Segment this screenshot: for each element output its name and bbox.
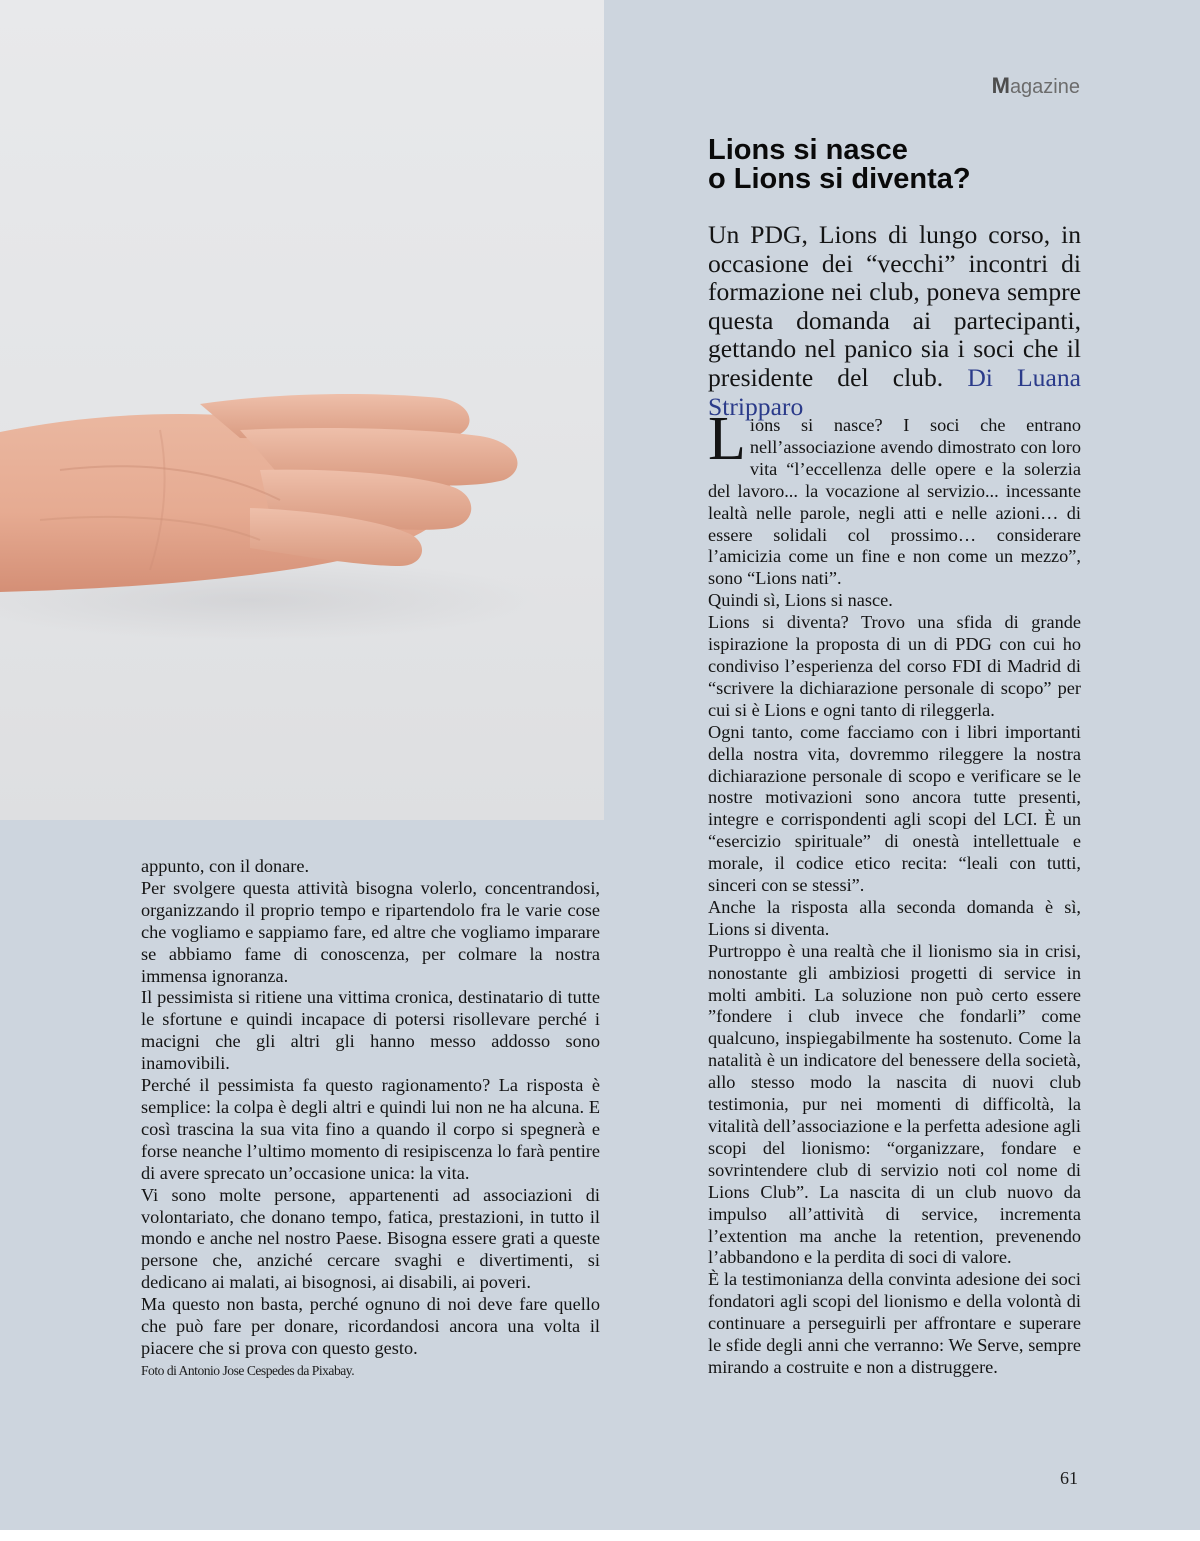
open-hand-image [0, 0, 604, 820]
right-text-column [708, 405, 1081, 1379]
page-bottom-edge [0, 1530, 1200, 1541]
headline-line-2: o Lions si diventa? [708, 163, 971, 195]
paragraph: Lions si diventa? Trovo una sfida di grande ispirazione la proposta di un di PDG con cui ho condiviso l’esperienza del corso FDI di Madrid di “scrivere la dichiarazione personale di scopo” per cui si è Lions e ogni tanto di rileggerla. [708, 612, 1081, 720]
author-byline: Di Luana Stripparo [708, 362, 1081, 421]
photo-credit: Foto di Antonio Jose Cespedes da Pixabay. [141, 1363, 355, 1378]
paragraph: Ma questo non basta, perché ognuno di noi deve fare quello che può fare per donare, ricordandosi ancora una volta il piacere che si prova con questo gesto. [141, 1294, 600, 1358]
paragraph: appunto, con il donare. [141, 856, 310, 876]
drop-cap: L [708, 405, 746, 473]
paragraph: Quindi sì, Lions si nasce. [708, 590, 893, 611]
paragraph: Ogni tanto, come facciamo con i libri importanti della nostra vita, dovremmo rileggere la nostra dichiarazione personale di scopo e verificare se le nostre motivazioni sono ancora tutte presenti, integre e corrispondenti agli scopi del LCI. È un “esercizio spirituale” di onestà intellettuale e morale, il codice etico recita: “leali con tutti, sinceri con se stessi”. [708, 721, 1081, 896]
paragraph: Per svolgere questa attività bisogna volerlo, concentrandosi, organizzando il proprio tempo e ripartendolo fra le varie cose che vogliamo e sappiamo fare, ed altre che vogliamo imparare se abbiamo fame di conoscenza, per colmare la nostra immensa ignoranza. [141, 877, 600, 986]
article-lead [708, 221, 1081, 421]
article-headline [708, 136, 1108, 194]
headline-line-1: Lions si nasce [708, 134, 908, 166]
paragraph [708, 405, 1081, 590]
paragraph: Vi sono molte persone, appartenenti ad associazioni di volontariato, che donano tempo, fatica, prestazioni, in tutto il mondo e anche nel nostro Paese. Bisogna essere grati a queste persone che, anziché cercare svaghi e divertimenti, si dedicano ai malati, ai bisognosi, ai disabili, ai poveri. [141, 1184, 600, 1293]
left-text-column [141, 856, 600, 1360]
section-initial: M [991, 73, 1010, 98]
paragraph: Perché il pessimista fa questo ragionamento? La risposta è semplice: la colpa è degli altri e quindi lui non ne ha alcuna. E così trascina la sua vita fino a quando il corpo si spegnerà e forse neanche l’ultimo momento di resipiscenza lo farà pentire di avere sprecato un’occasione unica: la vita. [141, 1075, 600, 1183]
paragraph: Anche la risposta alla seconda domanda è sì, Lions si diventa. [708, 896, 1081, 939]
paragraph-text: ions si nasce? I soci che entrano nell’associazione avendo dimostrato con loro vita “l’eccellenza delle opere e la solerzia del lavoro... la vocazione al servizio... incessante lealtà nelle parole, negli atti e nelle azioni… di essere solidali col prossimo… considerare l’amicizia come un fine e non come un mezzo”, sono “Lions nati”. [708, 415, 1081, 589]
paragraph: Purtroppo è una realtà che il lionismo sia in crisi, nonostante gli ambiziosi progetti di service in molti ambiti. La soluzione non può certo essere ”fondere i club invece che fondarli” come qualcuno, inspiegabilmente ha sostenuto. Come la natalità è un indicatore del benessere della società, allo stesso modo la nascita di nuovi club testimonia, pur nei momenti di difficoltà, la vitalità dell’associazione e la perfetta adesione agli scopi del lionismo: “organizzare, fondare e sovrintendere club di servizio noti col nome di Lions Club”. La nascita di un club nuovo da impulso all’attività di service, incrementa l’extention ma anche la retention, prevenendo l’abbandono e la perdita di soci di valore. [708, 940, 1081, 1268]
hand-photo [0, 0, 604, 820]
page-number: 61 [1060, 1468, 1078, 1488]
lead-text: Un PDG, Lions di lungo corso, in occasione dei “vecchi” incontri di formazione nei club, poneva sempre questa domanda ai partecipanti, gettando nel panico sia i soci che il presidente del club. [708, 220, 1081, 392]
paragraph: Il pessimista si ritiene una vittima cronica, destinatario di tutte le sfortune e quindi incapace di potersi risollevare perché i macigni che gli altri gli hanno messo addosso sono inamovibili. [141, 987, 600, 1074]
section-label [992, 73, 1080, 99]
paragraph: È la testimonianza della convinta adesione dei soci fondatori agli scopi del lionismo e della volontà di continuare a perseguirli per affrontare e superare le sfide degli anni che verranno: We Serve, sempre mirando a costruite e non a distruggere. [708, 1269, 1081, 1377]
section-label-rest: agazine [1009, 76, 1080, 98]
